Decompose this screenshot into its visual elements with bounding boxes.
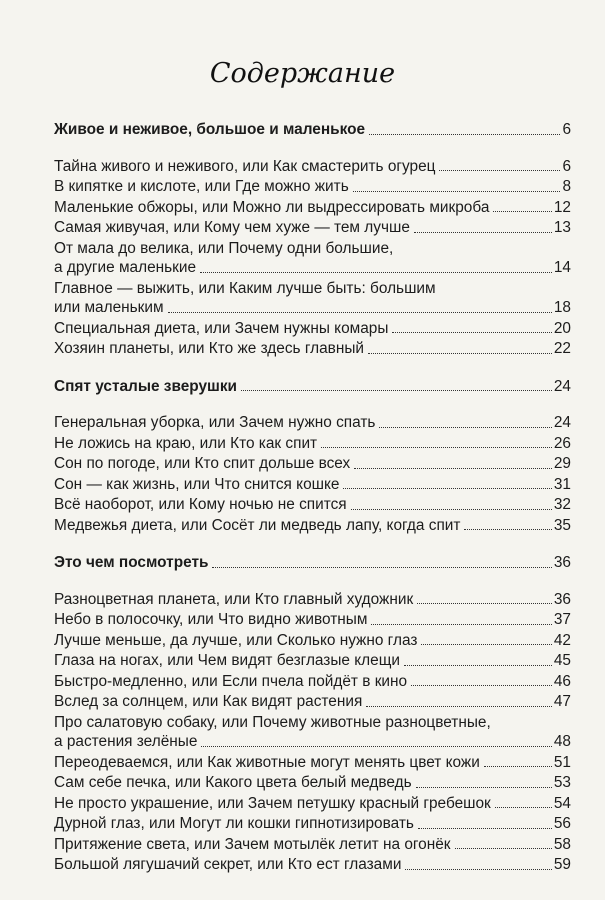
table-of-contents: [54, 120, 571, 876]
entry-title-line: Сон по погоде, или Кто спит дольше всех: [54, 455, 351, 472]
entry-title-line: Не ложись на краю, или Кто как спит: [54, 434, 318, 452]
entry-row: [54, 177, 571, 197]
entry-row: [54, 732, 571, 752]
dot-leader: [392, 332, 551, 333]
entry-title-line: Специальная диета, или Зачем нужны комары: [54, 319, 389, 337]
entry-title-line: Вслед за солнцем, или Как видят растения: [54, 693, 363, 710]
entry-title-line: Медвежья диета, или Сосёт ли медведь лапу, когда спит: [54, 516, 461, 534]
entry-title-line: или маленьким: [54, 299, 164, 316]
toc-entry[interactable]: [54, 814, 571, 834]
entry-page-number: 45: [553, 652, 571, 669]
entry-title-line: Самая живучая, или Кому чем хуже — тем лучше: [54, 219, 410, 236]
toc-entry[interactable]: [54, 590, 571, 610]
entry-page-number: 51: [553, 753, 571, 771]
dot-leader: [200, 272, 552, 273]
entry-title-line: От мала до велика, или Почему одни большие,: [54, 239, 394, 257]
entry-row: [54, 794, 571, 814]
entry-row: [54, 753, 571, 773]
entry-title-line: В кипятке и кислоте, или Где можно жить: [54, 178, 349, 195]
entry-page-number: 8: [562, 178, 571, 195]
dot-leader: [351, 509, 552, 510]
toc-entry[interactable]: [54, 454, 571, 474]
dot-leader: [464, 529, 551, 530]
dot-leader: [343, 488, 551, 489]
entry-row: [54, 413, 571, 433]
toc-entry[interactable]: [54, 279, 571, 318]
entry-title-line: Большой лягушачий секрет, или Кто ест глазами: [54, 856, 402, 873]
dot-leader: [495, 807, 552, 808]
entry-row: [54, 218, 571, 238]
entry-page-number: 35: [553, 516, 571, 534]
dot-leader: [368, 353, 552, 354]
entry-title-line: Сон — как жизнь, или Что снится кошке: [54, 475, 340, 493]
section-title: Это чем посмотреть: [54, 554, 209, 571]
dot-leader: [414, 232, 552, 233]
entry-page-number: 59: [553, 856, 571, 873]
dot-leader: [455, 848, 552, 849]
entry-title-line: а растения зелёные: [54, 733, 198, 750]
entry-title-line: Лучше меньше, да лучше, или Сколько нужно глаз: [54, 631, 418, 649]
entry-row: [54, 692, 571, 712]
entry-page-number: 46: [553, 672, 571, 690]
toc-entry[interactable]: [54, 855, 571, 875]
entry-page-number: 54: [553, 794, 571, 812]
entry-page-number: 20: [553, 319, 571, 337]
dot-leader: [404, 665, 552, 666]
entry-page-number: 6: [562, 157, 571, 175]
entry-page-number: 53: [553, 774, 571, 791]
entry-row: [54, 454, 571, 474]
section-gap: [54, 396, 571, 413]
dot-leader: [168, 312, 552, 313]
entry-row: [54, 672, 571, 692]
toc-entry[interactable]: [54, 319, 571, 339]
entry-title-line: Небо в полосочку, или Что видно животным: [54, 611, 368, 628]
entry-title-line: Главное — выжить, или Каким лучше быть: большим: [54, 279, 436, 297]
entry-page-number: 36: [553, 590, 571, 608]
section-title: Живое и неживое, большое и маленькое: [54, 121, 366, 138]
toc-entry[interactable]: [54, 218, 571, 238]
entry-title-line: а другие маленькие: [54, 259, 197, 276]
entry-row: [54, 855, 571, 875]
toc-entry[interactable]: [54, 753, 571, 773]
section-page-number: 36: [553, 554, 571, 571]
entry-row: [54, 773, 571, 793]
toc-entry[interactable]: [54, 198, 571, 218]
entry-page-number: 18: [553, 299, 571, 316]
toc-entry[interactable]: [54, 692, 571, 712]
dot-leader: [366, 706, 552, 707]
entry-page-number: 32: [553, 496, 571, 513]
entry-page-number: 47: [553, 693, 571, 710]
entry-row: [54, 339, 571, 359]
entry-row: [54, 298, 571, 318]
entry-page-number: 56: [553, 815, 571, 832]
toc-entry[interactable]: [54, 339, 571, 359]
dot-leader: [321, 447, 552, 448]
dot-leader: [354, 468, 552, 469]
toc-entry[interactable]: [54, 177, 571, 197]
dot-leader: [416, 787, 552, 788]
section-gap: [54, 573, 571, 590]
toc-entry[interactable]: [54, 413, 571, 433]
entry-title-line: Хозяин планеты, или Кто же здесь главный: [54, 340, 364, 357]
entry-title-line: Про салатовую собаку, или Почему животные разноцветные,: [54, 713, 491, 731]
entry-row: [54, 814, 571, 834]
dot-leader: [405, 869, 551, 870]
dot-leader: [411, 685, 552, 686]
entry-row: [54, 610, 571, 630]
entry-row: [54, 157, 571, 177]
section-gap: [54, 140, 571, 157]
entry-row: [54, 590, 571, 610]
entry-page-number: 31: [553, 475, 571, 493]
section-page-number: 6: [562, 121, 571, 138]
dot-leader: [493, 211, 551, 212]
section-gap: [54, 360, 571, 377]
dot-leader: [484, 766, 552, 767]
entry-title-line: Переодеваемся, или Как животные могут менять цвет кожи: [54, 753, 480, 771]
dot-leader: [439, 170, 560, 171]
toc-entry[interactable]: [54, 835, 571, 855]
toc-entry[interactable]: [54, 631, 571, 651]
entry-page-number: 42: [553, 631, 571, 649]
dot-leader: [417, 603, 552, 604]
toc-entry[interactable]: [54, 516, 571, 536]
section-gap: [54, 536, 571, 553]
entry-title-line: Тайна живого и неживого, или Как смастерить огурец: [54, 157, 436, 175]
entry-page-number: 12: [553, 198, 571, 216]
entry-row: [54, 495, 571, 515]
entry-page-number: 24: [553, 414, 571, 431]
dot-leader: [201, 746, 551, 747]
entry-page-number: 13: [553, 219, 571, 236]
toc-entry[interactable]: [54, 434, 571, 454]
entry-page-number: 29: [553, 455, 571, 472]
dot-leader: [369, 134, 560, 135]
page-title: Содержание: [209, 58, 396, 89]
entry-page-number: 58: [553, 835, 571, 853]
dot-leader: [353, 191, 561, 192]
toc-entry[interactable]: [54, 773, 571, 793]
toc-entry[interactable]: [54, 239, 571, 278]
entry-title-line: Сам себе печка, или Какого цвета белый медведь: [54, 774, 412, 791]
toc-section-heading[interactable]: [54, 120, 571, 140]
entry-row: [54, 516, 571, 536]
entry-title-line: Генеральная уборка, или Зачем нужно спать: [54, 414, 376, 431]
entry-page-number: 37: [553, 611, 571, 628]
toc-section-heading[interactable]: [54, 377, 571, 397]
entry-row: [54, 258, 571, 278]
toc-entry[interactable]: [54, 672, 571, 692]
toc-section-heading[interactable]: [54, 553, 571, 573]
toc-entry[interactable]: [54, 713, 571, 752]
toc-entry[interactable]: [54, 794, 571, 814]
entry-title-line: Разноцветная планета, или Кто главный художник: [54, 590, 414, 608]
toc-entry[interactable]: [54, 475, 571, 495]
toc-entry[interactable]: [54, 610, 571, 630]
entry-page-number: 26: [553, 434, 571, 452]
entry-row: [54, 198, 571, 218]
entry-row: [54, 835, 571, 855]
entry-title-line: Не просто украшение, или Зачем петушку красный гребешок: [54, 794, 491, 812]
entry-row: [54, 319, 571, 339]
entry-title-line: Притяжение света, или Зачем мотылёк летит на огонёк: [54, 835, 451, 853]
entry-title-line: Маленькие обжоры, или Можно ли выдрессировать микроба: [54, 198, 490, 216]
entry-title-line: Быстро-медленно, или Если пчела пойдёт в кино: [54, 672, 408, 690]
entry-row: [54, 434, 571, 454]
toc-entry[interactable]: [54, 495, 571, 515]
section-page-number: 24: [553, 377, 571, 395]
entry-page-number: 48: [553, 733, 571, 750]
dot-leader: [379, 427, 551, 428]
entry-page-number: 22: [553, 340, 571, 357]
section-title: Спят усталые зверушки: [54, 377, 238, 395]
entry-row: [54, 631, 571, 651]
toc-entry[interactable]: [54, 651, 571, 671]
dot-leader: [418, 828, 552, 829]
entry-row: [54, 475, 571, 495]
dot-leader: [241, 390, 552, 391]
entry-title-line: Дурной глаз, или Могут ли кошки гипнотизировать: [54, 815, 414, 832]
entry-page-number: 14: [553, 259, 571, 276]
dot-leader: [212, 567, 551, 568]
dot-leader: [371, 624, 551, 625]
entry-title-line: Всё наоборот, или Кому ночью не спится: [54, 496, 347, 513]
entry-title-line: Глаза на ногах, или Чем видят безглазые клещи: [54, 652, 400, 669]
dot-leader: [421, 644, 551, 645]
entry-row: [54, 651, 571, 671]
toc-entry[interactable]: [54, 157, 571, 177]
